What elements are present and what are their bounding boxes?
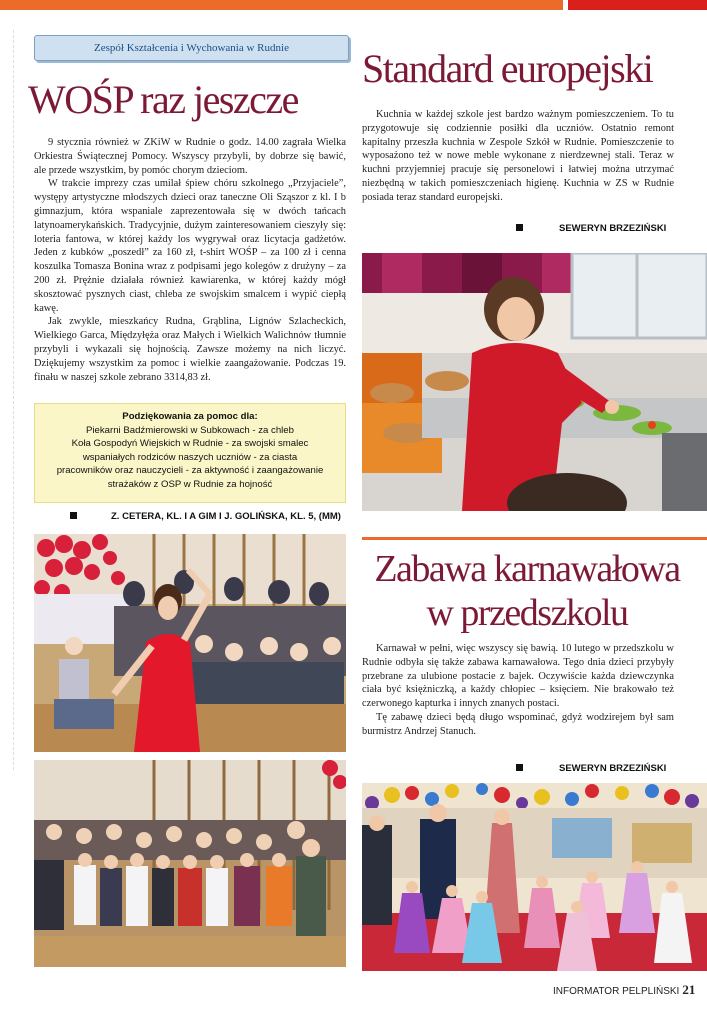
- signature-text: SEWERYN BRZEZIŃSKI: [559, 763, 667, 774]
- signature-text: Z. CETERA, KL. I A GIM I J. GOLIŃSKA, KL. 5, (MM): [111, 511, 341, 522]
- bullet-square-icon: [516, 224, 523, 231]
- thanks-line: pracowników oraz nauczycieli - za aktywność i zaangażowanie: [56, 465, 324, 476]
- article-signature-carnival: [516, 763, 666, 774]
- photo-dancer-performance: [34, 534, 346, 752]
- paragraph: Karnawał w pełni, więc wszyscy się bawią. 10 lutego w przedszkolu w Rudnie odbyła się także zabawa karnawałowa. Tego dnia dzieci przybyły przebrane za ulubione postacie z bajek. Oczywiście każda dziewczynka ciała być księżniczką, a każdy chłopiec – księciem. Nie brakowało też czerwonego kapturka i innych znanych postaci.: [362, 643, 674, 710]
- thanks-heading: Podziękowania za pomoc dla:: [122, 411, 258, 422]
- bullet-square-icon: [516, 764, 523, 771]
- paragraph: Tę zabawę dzieci będą długo wspominać, gdyż wodzirejem był sam burmistrz Andrzej Stanuch.: [362, 711, 674, 737]
- thanks-box: [34, 403, 346, 503]
- thanks-line: wspaniałych rodziców naszych uczniów - za ciasta: [82, 451, 298, 463]
- article-body-carnival: [362, 642, 674, 739]
- paragraph: Jak zwykle, mieszkańcy Rudna, Grąblina, Lignów Szlacheckich, Wielkiego Garca, Międzyłęża oraz Małych i Wielkich Walichnów tłumnie przybyli i wykazali się hojnością. Zawsze możemy na nich liczyć. Dziękujemy wszystkim za pomoc i wielkie zaangażowanie. Podczas 19. finału w naszej szkole zebrano 3314,83 zł.: [34, 316, 346, 383]
- page-number: 21: [682, 982, 696, 997]
- photo-kitchen-cook: [362, 253, 707, 511]
- thanks-line: strażaków z OSP w Rudnie za hojność: [107, 478, 273, 490]
- section-divider: [362, 537, 707, 540]
- top-accent-bar: [0, 0, 563, 10]
- article-title-wosp: WOŚP raz jeszcze: [28, 77, 298, 122]
- paragraph: 9 stycznia również w ZKiW w Rudnie o godz. 14.00 zagrała Wielka Orkiestra Świątecznej Pomocy. Wszyscy przybyli, by dobrze się bawić, ale przede wszystkim, by pomóc chorym dzieciom.: [34, 137, 346, 176]
- photo-children-group: [34, 760, 346, 967]
- section-banner: [34, 35, 349, 61]
- article-body-wosp: [34, 136, 346, 384]
- title-line: Zabawa karnawałowa: [374, 548, 680, 590]
- section-banner-label: Zespół Kształcenia i Wychowania w Rudnie: [94, 42, 289, 54]
- publication-name: INFORMATOR PELPLIŃSKI: [553, 986, 680, 997]
- photo-carnival-party: [362, 783, 707, 971]
- article-signature-wosp: [70, 511, 341, 522]
- top-accent-bar-red: [568, 0, 707, 10]
- article-title-carnival: [362, 547, 692, 635]
- paragraph: W trakcie imprezy czas umilał śpiew chóru szkolnego „Przyjaciele”, występy artystyczne młodszych dzieci oraz taneczne Oli Sząszor z kl. I b gimnazjum, która wspaniale zaprezentowała się w dwóch tańcach latynoamerykańskich. Tradycyjnie, dużym zainteresowaniem cieszyły się: loteria fantowa, w której każdy los wygrywał oraz licytacja gadżetów. Jeden z kubków „poszedł” za 160 zł, t-shirt WOŚP – za 100 zł i cenna koszulka Tomasza Bonina wraz z podpisami jego kolegów z drużyny – za 200 zł. Prężnie działała również kawiarenka, w której każdy mógł skosztować pysznych ciast, chleba ze swojskim smalcem i wypić ciepłą kawę.: [34, 178, 346, 314]
- article-body-standard: [362, 108, 674, 205]
- page-footer: [553, 982, 695, 998]
- thanks-line: Piekarni Badźmierowski w Subkowach - za chleb: [86, 424, 294, 436]
- bullet-square-icon: [70, 512, 77, 519]
- page-margin-line: [0, 30, 14, 770]
- paragraph: Kuchnia w każdej szkole jest bardzo ważnym pomieszczeniem. To tu przygotowuje się codziennie posiłki dla uczniów. Ostatnio remont kapitalny przeszła kuchnia w Zespole Szkół w Rudnie. Pomieszczenie to wyposażono też w nowe meble wykonane z nierdzewnej stali. Teraz w kuchni przyjemniej pracuje się personelowi i łatwiej można utrzymać niezbędną w takich pomieszczeniach higienę. Kuchnia w ZS w Rudnie posiada teraz standard europejski.: [362, 109, 674, 203]
- signature-text: SEWERYN BRZEZIŃSKI: [559, 223, 667, 234]
- thanks-line: Koła Gospodyń Wiejskich w Rudnie - za swojski smalec: [71, 438, 309, 449]
- article-signature-standard: [516, 223, 666, 234]
- article-title-standard: Standard europejski: [362, 46, 653, 91]
- title-line: w przedszkolu: [426, 592, 628, 634]
